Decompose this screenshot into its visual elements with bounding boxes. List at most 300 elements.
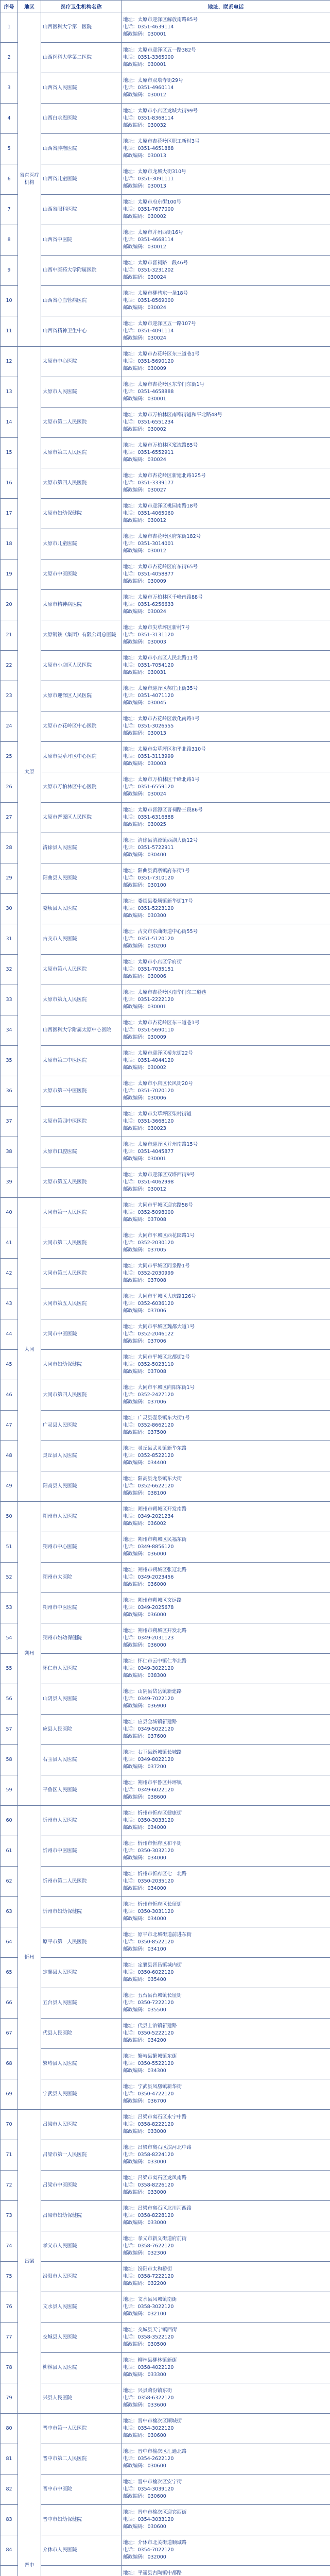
address-contact-cell (121, 1532, 330, 1563)
address-line-label: 地址： (123, 1476, 138, 1482)
phone-line (123, 1878, 328, 1885)
postcode-line (123, 2037, 328, 2044)
address-line-label: 地址： (123, 2145, 138, 2150)
address-line (123, 1749, 328, 1756)
address-line (123, 2539, 328, 2547)
address-line (123, 168, 328, 176)
postcode-line-value: 030012 (147, 92, 166, 98)
postcode-line-label: 邮政编码： (123, 1551, 148, 1557)
table-row (1, 1502, 330, 1532)
postcode-line-value: 030013 (147, 153, 166, 159)
institution-name-cell: 朔州市中心医院 (41, 1532, 121, 1563)
address-line-label: 地址： (123, 2023, 138, 2029)
table-row (1, 2414, 330, 2444)
postcode-line-label: 邮政编码： (123, 1156, 148, 1162)
address-contact-cell (121, 894, 330, 924)
institution-name-cell: 太原市妇幼保健院 (41, 499, 121, 529)
serial-number-cell: 80 (1, 2414, 18, 2444)
postcode-line-label: 邮政编码： (123, 2311, 148, 2317)
phone-line-label: 电话： (123, 2030, 138, 2036)
postcode-line-value: 030009 (147, 366, 166, 371)
address-contact-cell (121, 1715, 330, 1745)
address-contact-cell (121, 1593, 330, 1623)
phone-line-value: 0351-6559120 (137, 784, 174, 790)
address-line-label: 地址： (123, 564, 138, 570)
table-row (1, 2292, 330, 2323)
institution-name-cell: 右玉县人民医院 (41, 1745, 121, 1775)
phone-line (123, 1361, 328, 1368)
phone-line-value: 0349-8022120 (137, 1757, 174, 1762)
postcode-line-label: 邮政编码： (123, 2250, 148, 2256)
address-line (123, 1628, 328, 1635)
address-line (123, 655, 328, 662)
phone-line-value: 0352-2427120 (137, 1392, 174, 1398)
postcode-line (123, 152, 328, 160)
phone-line-label: 电话： (123, 1666, 138, 1671)
address-contact-cell (121, 2140, 330, 2171)
postcode-line-label: 邮政编码： (123, 427, 148, 432)
address-line-label: 地址： (123, 2114, 138, 2120)
postcode-line-value: 030003 (147, 761, 166, 767)
phone-line (123, 2425, 328, 2432)
serial-number-cell: 55 (1, 1654, 18, 1684)
serial-number-cell: 20 (1, 590, 18, 620)
postcode-line-label: 邮政编码： (123, 2159, 148, 2165)
phone-line-value: 0358-4022120 (137, 2365, 174, 2370)
address-line-label: 地址： (123, 1598, 138, 1603)
postcode-line-label: 邮政编码： (123, 1582, 148, 1587)
postcode-line-value: 030001 (147, 396, 166, 402)
serial-number-cell: 2 (1, 43, 18, 73)
institution-name-cell: 太原市第二中医医院 (41, 1046, 121, 1076)
postcode-line (123, 1520, 328, 1528)
address-line-label: 地址： (123, 655, 138, 661)
postcode-line (123, 31, 328, 38)
phone-line-value: 0351-5722911 (137, 845, 174, 851)
table-row (1, 2171, 330, 2201)
postcode-line-value: 030600 (147, 2524, 166, 2530)
phone-line-value: 0352-8522120 (137, 1453, 174, 1459)
address-line-value: 娄烦县娄烦镇新华街17号 (137, 899, 193, 904)
phone-line-label: 电话： (123, 1453, 138, 1459)
postcode-line (123, 1885, 328, 1892)
postcode-line (123, 122, 328, 129)
address-line-value: 太原市杏花岭区东三道巷1号 (137, 351, 200, 357)
phone-line (123, 1300, 328, 1308)
institution-name-cell: 柳林县人民医院 (41, 2353, 121, 2383)
postcode-line-value: 030002 (147, 214, 166, 219)
serial-number-cell: 78 (1, 2353, 18, 2383)
postcode-line-label: 邮政编码： (123, 396, 148, 402)
postcode-line-value: 030002 (147, 1065, 166, 1071)
address-contact-cell (121, 2019, 330, 2049)
address-contact-cell (121, 590, 330, 620)
serial-number-cell: 50 (1, 1502, 18, 1532)
phone-line-label: 电话： (123, 298, 138, 303)
address-line-label: 地址： (123, 1719, 138, 1725)
institution-name-cell: 太原市第五人民医院 (41, 1167, 121, 1198)
institution-name-cell: 朔州市妇幼保健院 (41, 1623, 121, 1654)
institution-name-cell: 太原钢铁（集团）有限公司总医院 (41, 620, 121, 651)
postcode-line-label: 邮政编码： (123, 366, 148, 371)
institution-name-cell: 吕梁市人民医院 (41, 2110, 121, 2140)
institution-name-cell: 太原市第八人民医院 (41, 955, 121, 985)
postcode-line-value: 037200 (147, 1764, 166, 1770)
table-header-row (1, 1, 330, 12)
postcode-line-value: 033000 (147, 2159, 166, 2165)
institution-name-cell: 朔州市人民医院 (41, 1502, 121, 1532)
phone-line-label: 电话： (123, 1757, 138, 1762)
table-row (1, 2505, 330, 2535)
address-contact-cell (121, 1471, 330, 1502)
address-line-value: 太原市府东街100号 (137, 199, 182, 205)
address-line-value: 怀仁市云中镇仁华北路 (137, 1658, 187, 1664)
postcode-line-value: 036002 (147, 1521, 166, 1527)
address-line-value: 太原市万柏林区千峰南路88号 (137, 595, 203, 600)
phone-line (123, 2182, 328, 2189)
postcode-line-label: 邮政编码： (123, 2463, 148, 2469)
address-contact-cell (121, 256, 330, 286)
phone-line-label: 电话： (123, 541, 138, 547)
postcode-line (123, 244, 328, 251)
institution-name-cell: 山西省精神卫生中心 (41, 316, 121, 347)
phone-line (123, 236, 328, 244)
table-row (1, 1775, 330, 1806)
postcode-line-label: 邮政编码： (123, 579, 148, 584)
phone-line-label: 电话： (123, 2152, 138, 2158)
address-line-value: 吕梁市离石区滨河北中路 (137, 2145, 192, 2150)
address-line-value: 繁峙县繁城镇东街 (137, 2054, 177, 2059)
table-row (1, 1046, 330, 1076)
table-row (1, 104, 330, 134)
postcode-line-value: 037006 (147, 1338, 166, 1344)
phone-line-label: 电话： (123, 24, 138, 30)
postcode-line-label: 邮政编码： (123, 761, 148, 767)
table-row (1, 1745, 330, 1775)
serial-number-cell: 6 (1, 164, 18, 195)
address-line-value: 太原市柳巷东一条18号 (137, 291, 188, 296)
postcode-line-value: 030600 (147, 2463, 166, 2469)
address-line (123, 1354, 328, 1361)
postcode-line-value: 030001 (147, 62, 166, 67)
address-line-label: 地址： (123, 1294, 138, 1299)
address-line (123, 260, 328, 267)
postcode-line-label: 邮政编码： (123, 1217, 148, 1223)
address-line-label: 地址： (123, 716, 138, 722)
postcode-line-label: 邮政编码： (123, 1308, 148, 1314)
address-line-label: 地址： (123, 2175, 138, 2181)
table-row (1, 134, 330, 164)
address-contact-cell (121, 1654, 330, 1684)
phone-line-value: 0358-8222120 (137, 2122, 174, 2127)
postcode-line-value: 037008 (147, 1278, 166, 1283)
phone-line (123, 2364, 328, 2371)
postcode-line-label: 邮政编码： (123, 1825, 148, 1831)
phone-line-label: 电话： (123, 1392, 138, 1398)
postcode-line-value: 036000 (147, 1582, 166, 1587)
serial-number-cell: 35 (1, 1046, 18, 1076)
table-row (1, 316, 330, 347)
address-line-label: 地址： (123, 1658, 138, 1664)
serial-number-cell: 12 (1, 347, 18, 377)
institution-name-cell: 大同市第一人民医院 (41, 1198, 121, 1228)
postcode-line-value: 030400 (147, 852, 166, 858)
table-row (1, 651, 330, 681)
address-contact-cell (121, 2383, 330, 2414)
phone-line-label: 电话： (123, 2274, 138, 2279)
phone-line-label: 电话： (123, 1787, 138, 1793)
address-contact-cell (121, 2475, 330, 2505)
phone-line (123, 1604, 328, 1612)
phone-line-label: 电话： (123, 267, 138, 273)
phone-line-value: 0351-4045877 (137, 1149, 174, 1155)
phone-line-value: 0358-6322120 (137, 2395, 174, 2401)
serial-number-cell: 28 (1, 833, 18, 863)
postcode-line-value: 032100 (147, 2311, 166, 2317)
address-line (123, 1111, 328, 1118)
address-line-value: 大同市平城区魏都大道1号 (137, 1324, 195, 1330)
postcode-line (123, 2341, 328, 2348)
institution-name-cell: 古交市人民医院 (41, 924, 121, 955)
table-row (1, 468, 330, 499)
phone-line (123, 875, 328, 882)
postcode-line (123, 183, 328, 190)
postcode-line-label: 邮政编码： (123, 2281, 148, 2286)
postcode-line-label: 邮政编码： (123, 1673, 148, 1679)
postcode-line-value: 037500 (147, 1430, 166, 1435)
address-line (123, 1050, 328, 1057)
header-region: 地区 (18, 1, 41, 12)
phone-line-label: 电话： (123, 602, 138, 607)
address-line-value: 太原市尖草坪区柴村街道 (137, 1111, 192, 1117)
address-line (123, 77, 328, 84)
phone-line-value: 0350-7222120 (137, 2000, 174, 2006)
phone-line (123, 388, 328, 396)
phone-line (123, 480, 328, 487)
phone-line (123, 2273, 328, 2280)
phone-line-label: 电话： (123, 936, 138, 942)
address-line (123, 503, 328, 510)
address-line-label: 地址： (123, 1202, 138, 1208)
serial-number-cell: 31 (1, 924, 18, 955)
phone-line-label: 电话： (123, 784, 138, 790)
phone-line-label: 电话： (123, 1088, 138, 1094)
postcode-line-value: 030012 (147, 548, 166, 554)
address-line-label: 地址： (123, 534, 138, 539)
address-line-label: 地址： (123, 959, 138, 965)
table-row (1, 1563, 330, 1593)
address-line (123, 1871, 328, 1878)
address-line (123, 594, 328, 601)
phone-line-value: 0352-6622120 (137, 1483, 174, 1489)
postcode-line (123, 1460, 328, 1467)
postcode-line-label: 邮政编码： (123, 2068, 148, 2074)
postcode-line (123, 1034, 328, 1041)
table-row (1, 560, 330, 590)
postcode-line-value: 033600 (147, 2402, 166, 2408)
address-contact-cell (121, 1015, 330, 1046)
address-line-value: 宁武县凤凰镇新华街 (137, 2084, 182, 2090)
phone-line-label: 电话： (123, 1605, 138, 1611)
serial-number-cell: 64 (1, 1927, 18, 1958)
institution-name-cell: 晋中市第一人民医院 (41, 2414, 121, 2444)
phone-line-label: 电话： (123, 663, 138, 668)
serial-number-cell: 49 (1, 1471, 18, 1502)
serial-number-cell: 39 (1, 1167, 18, 1198)
postcode-line-label: 邮政编码： (123, 1703, 148, 1709)
institution-name-cell: 文水县人民医院 (41, 2292, 121, 2323)
postcode-line-value: 030200 (147, 943, 166, 949)
serial-number-cell: 70 (1, 2110, 18, 2140)
region-cell: 忻州 (18, 1806, 41, 2110)
table-row (1, 1289, 330, 1319)
serial-number-cell: 30 (1, 894, 18, 924)
serial-number-cell: 7 (1, 195, 18, 225)
phone-line-value: 0354-7022120 (137, 2547, 174, 2553)
address-line (123, 199, 328, 206)
postcode-line-value: 030013 (147, 183, 166, 189)
address-contact-cell (121, 1775, 330, 1806)
serial-number-cell: 45 (1, 1350, 18, 1380)
address-line (123, 989, 328, 996)
phone-line (123, 1392, 328, 1399)
phone-line (123, 1848, 328, 1855)
address-line-label: 地址： (123, 1050, 138, 1056)
postcode-line-label: 邮政编码： (123, 1430, 148, 1435)
address-line-value: 代县上馆镇新建路 (137, 2023, 177, 2029)
phone-line (123, 1422, 328, 1429)
institution-name-cell (41, 2566, 121, 2576)
table-row (1, 2323, 330, 2353)
postcode-line (123, 1490, 328, 1497)
institution-name-cell: 广灵县人民医院 (41, 1411, 121, 1441)
institution-name-cell: 山西省心血管病医院 (41, 286, 121, 316)
phone-line-label: 电话： (123, 55, 138, 60)
address-line-value: 朔州市平鲁区井坪镇 (137, 1780, 182, 1786)
phone-line-value: 0350-5522120 (137, 2061, 174, 2066)
address-line (123, 442, 328, 449)
address-line (123, 2448, 328, 2455)
postcode-line-label: 邮政编码： (123, 123, 148, 128)
region-cell: 省直医疗机构 (18, 12, 41, 347)
phone-line-label: 电话： (123, 1210, 138, 1215)
phone-line-value: 0358-7222120 (137, 2274, 174, 2279)
institution-name-cell: 山西省肿瘤医院 (41, 134, 121, 164)
postcode-line (123, 304, 328, 312)
address-contact-cell (121, 1319, 330, 1350)
institution-name-cell: 太原市人民医院 (41, 377, 121, 408)
address-line-label: 地址： (123, 2570, 138, 2576)
table-row (1, 43, 330, 73)
postcode-line (123, 578, 328, 585)
table-row (1, 529, 330, 560)
table-row (1, 833, 330, 863)
address-contact-cell (121, 651, 330, 681)
address-line-value: 晋中市榆次区安宁街 (137, 2479, 182, 2485)
phone-line (123, 2121, 328, 2128)
serial-number-cell: 62 (1, 1867, 18, 1897)
postcode-line-label: 邮政编码： (123, 1946, 148, 1952)
address-line (123, 2570, 328, 2576)
postcode-line (123, 608, 328, 616)
table-row (1, 1532, 330, 1563)
phone-line-value: 0351-3113999 (137, 754, 174, 759)
address-line (123, 1597, 328, 1604)
table-row (1, 438, 330, 468)
phone-line (123, 358, 328, 365)
phone-line (123, 1331, 328, 1338)
address-line (123, 564, 328, 571)
institution-name-cell: 太原市小店区人民医院 (41, 651, 121, 681)
phone-line-label: 电话： (123, 146, 138, 151)
serial-number-cell: 73 (1, 2201, 18, 2231)
phone-line (123, 1908, 328, 1916)
address-line-value: 应县金城镇新建路 (137, 1719, 177, 1725)
serial-number-cell: 84 (1, 2535, 18, 2566)
postcode-line-value: 033300 (147, 2372, 166, 2378)
address-line-label: 地址： (123, 1263, 138, 1269)
phone-line (123, 297, 328, 304)
postcode-line-label: 邮政编码： (123, 1916, 148, 1922)
address-contact-cell (121, 1867, 330, 1897)
phone-line-label: 电话： (123, 1696, 138, 1702)
address-line (123, 1567, 328, 1574)
address-line-value: 太原市杏花岭区东华门东街1号 (137, 382, 205, 387)
table-row (1, 1015, 330, 1046)
table-row (1, 225, 330, 256)
phone-line-label: 电话： (123, 1726, 138, 1732)
postcode-line (123, 2189, 328, 2196)
address-line-label: 地址： (123, 108, 138, 114)
postcode-line-label: 邮政编码： (123, 1977, 148, 1982)
institution-name-cell: 阳曲县人民医院 (41, 863, 121, 894)
institution-name-cell: 太原市第三中医医院 (41, 1076, 121, 1107)
phone-line-value: 0351-6551234 (137, 419, 174, 425)
address-line-label: 地址： (123, 2358, 138, 2363)
address-contact-cell (121, 1380, 330, 1411)
address-line-value: 朔州市朔城区张辽北路 (137, 1567, 187, 1573)
address-contact-cell (121, 347, 330, 377)
postcode-line (123, 548, 328, 555)
table-row (1, 742, 330, 772)
phone-line (123, 753, 328, 760)
address-line-value: 古交市东曲街道中心街55号 (137, 929, 198, 935)
address-line-value: 忻州市忻府区和平街 (137, 1841, 182, 1846)
phone-line-value: 0350-3031120 (137, 1909, 174, 1914)
address-line (123, 1263, 328, 1270)
institution-name-cell: 太原市第四人民医院 (41, 468, 121, 499)
table-row (1, 2475, 330, 2505)
address-line-value: 太原市小店区龙城大街99号 (137, 108, 198, 114)
table-row (1, 195, 330, 225)
postcode-line (123, 2128, 328, 2136)
postcode-line (123, 1946, 328, 1953)
postcode-line (123, 2159, 328, 2166)
address-line-label: 地址： (123, 2510, 138, 2515)
phone-line (123, 1483, 328, 1490)
phone-line-value: 0351-6256633 (137, 602, 174, 607)
serial-number-cell: 14 (1, 408, 18, 438)
postcode-line-label: 邮政编码： (123, 2190, 148, 2195)
table-row (1, 2231, 330, 2262)
address-line-value: 太原市迎泽区五一路107号 (137, 321, 196, 327)
phone-line-label: 电话： (123, 997, 138, 1003)
postcode-line (123, 92, 328, 99)
table-row (1, 256, 330, 286)
postcode-line-value: 036000 (147, 1612, 166, 1618)
postcode-line (123, 912, 328, 920)
serial-number-cell: 27 (1, 803, 18, 833)
